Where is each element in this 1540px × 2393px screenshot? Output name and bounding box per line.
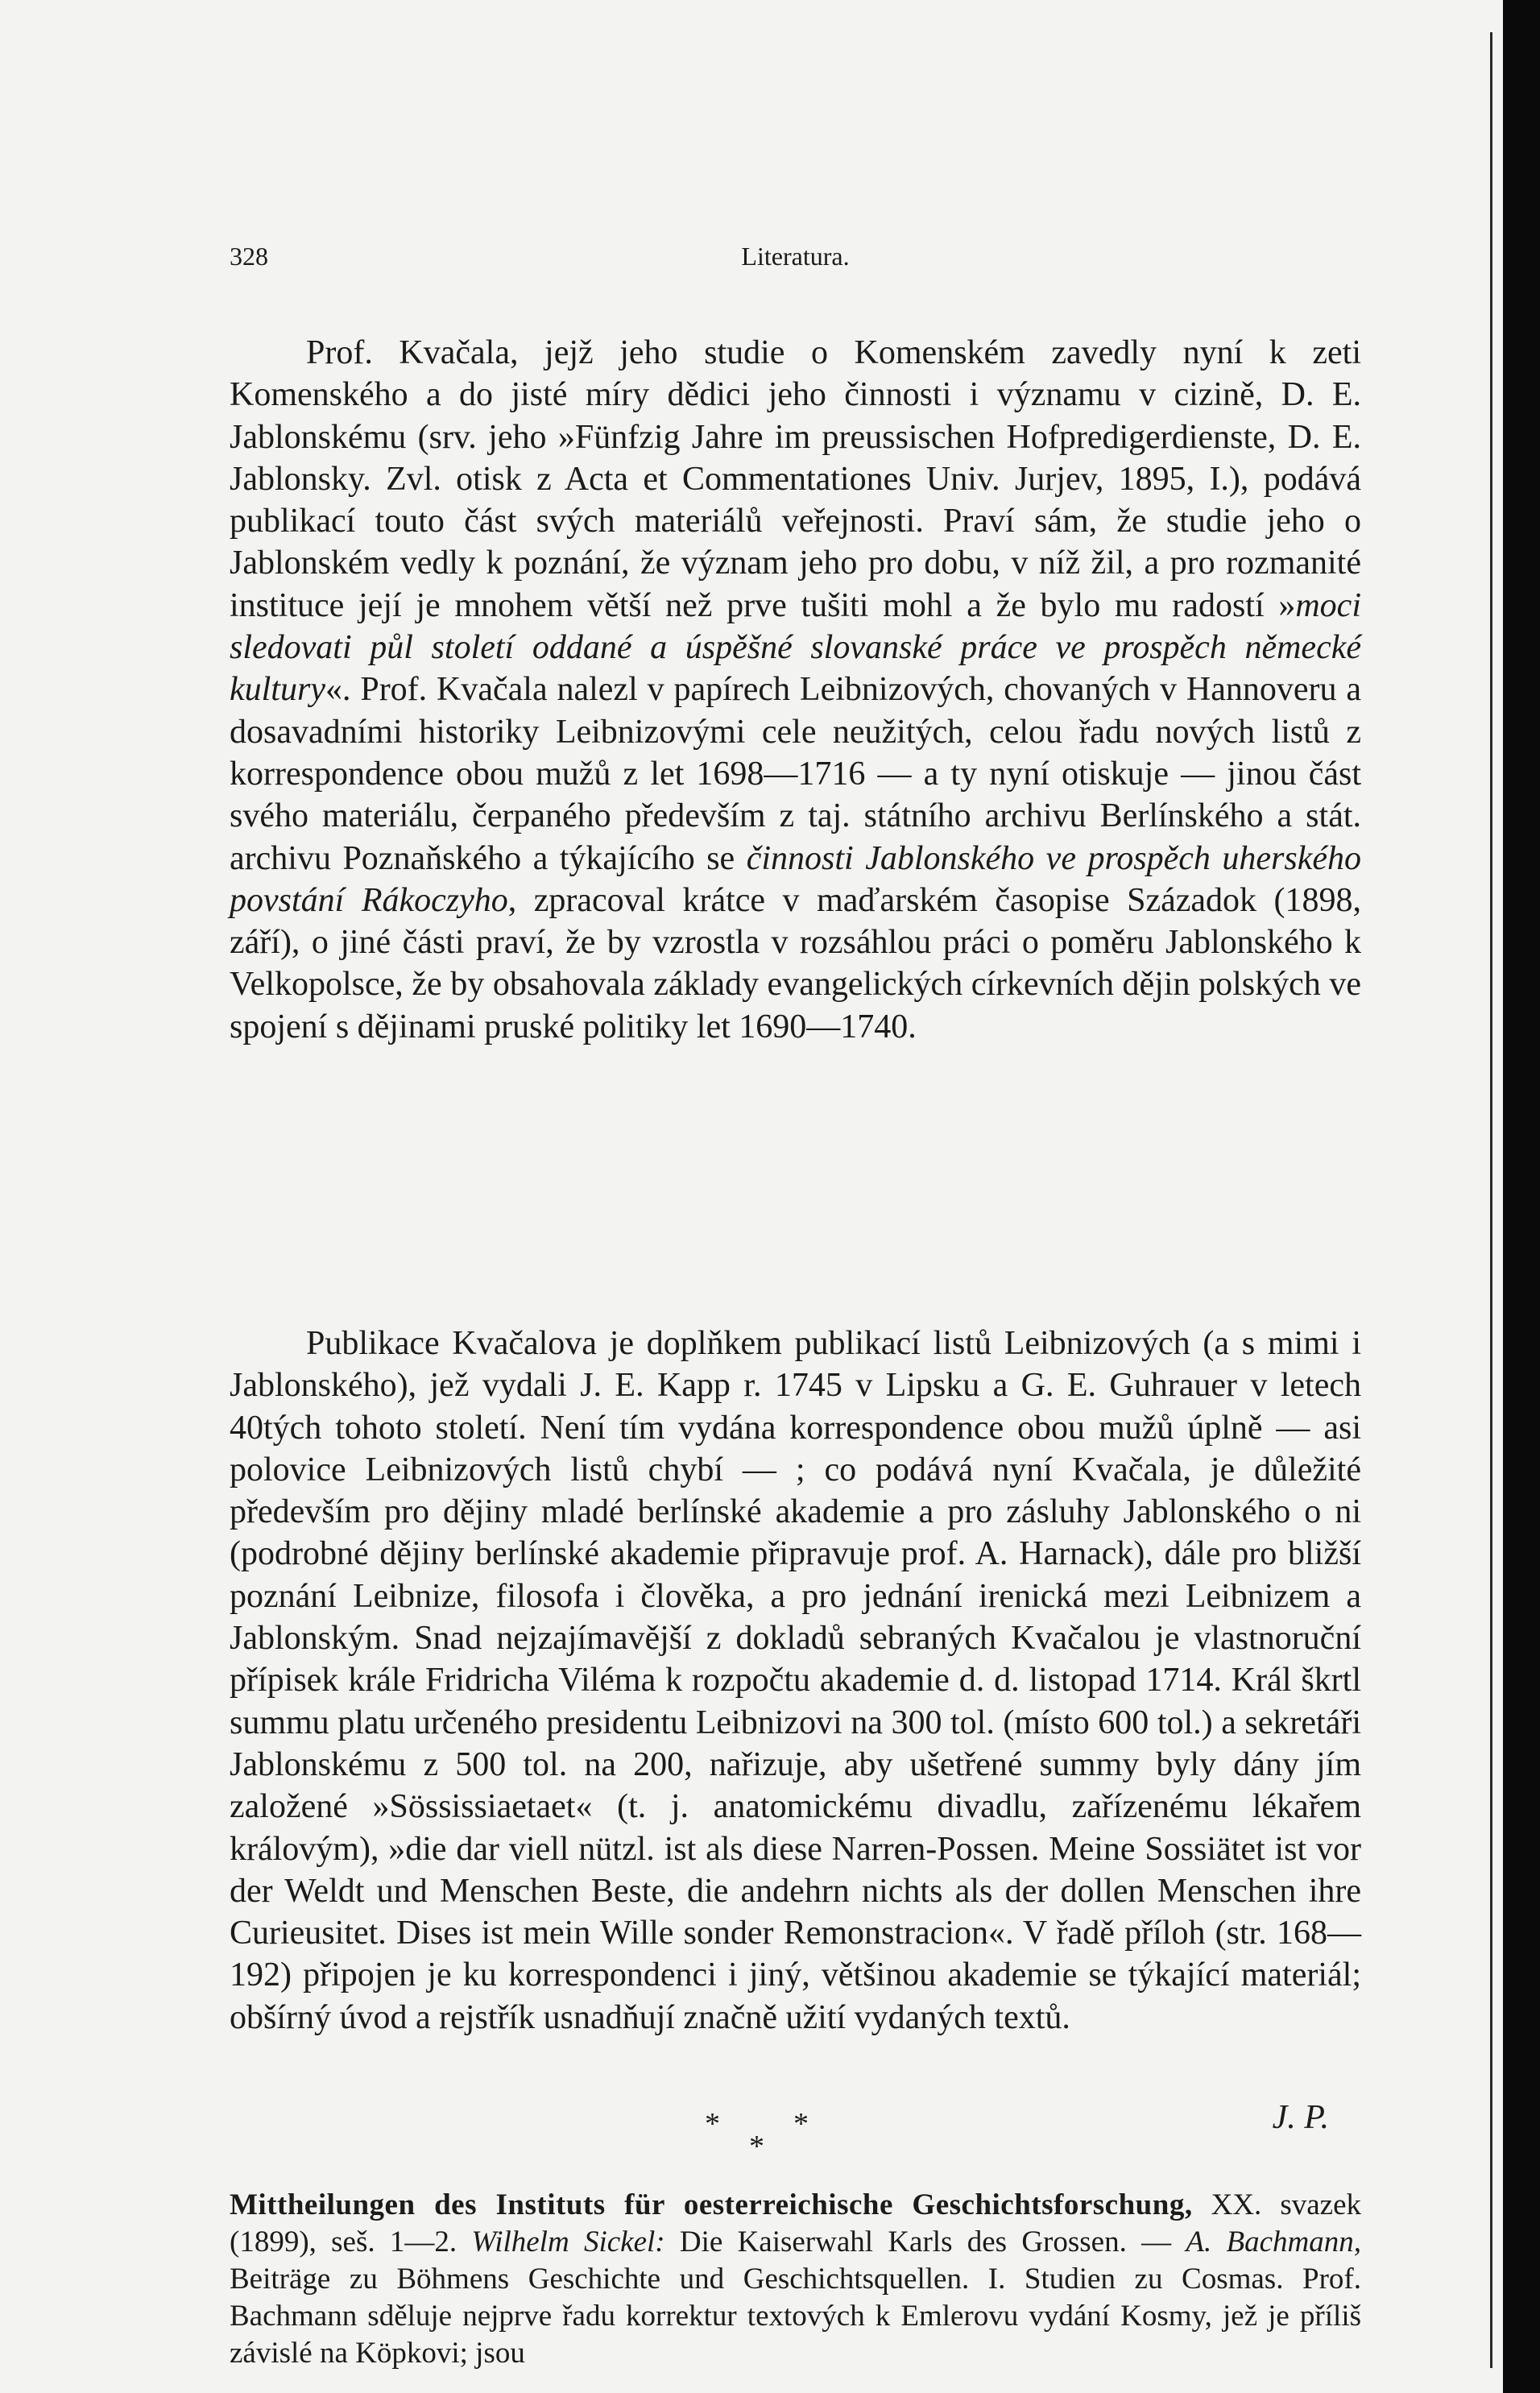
- paragraph-1-part-3: , zpracoval krátce v maďarském časopise Századok (1898, září), o jiné části praví, že by vzrostla v rozsáhlou práci o poměru Jablonského k Velkopolsce, že by obsahovala základy evangelických církevních dějin polských ve spojení s dějinami pruské politiky let 1690—1740.: [230, 881, 1361, 1045]
- journal-review: [230, 2187, 1361, 2372]
- paragraph-1-quote: moci sledovati půl století oddané a úspěšné slovanské práce ve prospěch německé kultury: [230, 586, 1361, 709]
- scan-edge: [1503, 0, 1540, 2393]
- page-number: 328: [230, 242, 268, 271]
- article-bachmann: Beiträge zu Böhmens Geschichte und Geschichtsquellen. I. Studien zu Cosmas. Prof. Bachmann sděluje nejprve řadu korrektur textových k Emlerovu vydání Kosmy, jež je příliš závislé na Köpkovi; jsou: [230, 2263, 1361, 2370]
- separator-star-left: *: [705, 2107, 720, 2141]
- paragraph-2: Publikace Kvačalova je doplňkem publikací listů Leibnizových (a s mimi i Jablonského), jež vydali J. E. Kapp r. 1745 v Lipsku a G. E. Guhrauer v letech 40tých tohoto století. Není tím vydána korrespondence obou mužů úplně — asi polovice Leibnizových listů chybí — ; co podává nyní Kvačala, je důležité především pro dějiny mladé berlínské akademie a pro zásluhy Jablonského o ni (podrobné dějiny berlínské akademie připravuje prof. A. Harnack), dále pro bližší poznání Leibnize, filosofa i člověka, a pro jednání irenická mezi Leibnizem a Jablonským. Snad nejzajímavější z dokladů sebraných Kvačalou je vlastnoruční přípisek krále Fridricha Viléma k rozpočtu akademie d. d. listopad 1714. Král škrtl summu platu určeného presidentu Leibnizovi na 300 tol. (místo 600 tol.) a sekretáři Jablonskému z 500 tol. na 200, nařizuje, aby ušetřené summy byly dány jím založené »Sössissiaetaet« (t. j. anatomickému divadlu, zařízenému lékařem královým), »die dar viell nützl. ist als diese Narren-Possen. Meine Sossiätet ist vor der Weldt und Menschen Beste, die andehrn nichts als der dollen Menschen ihre Curieusitet. Dises ist mein Wille sonder Remonstracion«. V řadě příloh (str. 168—192) připojen je ku korrespondenci i jiný, většinou akademie se týkající materiál; obšírný úvod a rejstřík usnadňují značně užití vydaných textů.: [230, 1325, 1361, 2036]
- scan-edge-line: [1490, 32, 1492, 2368]
- journal-volume: XX. svazek (1899), seš. 1—2.: [230, 2188, 1362, 2258]
- page-title: Literatura.: [741, 242, 850, 271]
- author-sickel: Wilhelm Sickel:: [471, 2225, 665, 2258]
- journal-title: Mittheilungen des Instituts für oesterreichische Geschichtsforschung,: [230, 2188, 1193, 2221]
- author-signature: J. P.: [1272, 2099, 1329, 2136]
- running-head: [230, 242, 1361, 290]
- separator-star-right: *: [793, 2107, 809, 2141]
- separator-star-bottom: *: [749, 2130, 764, 2163]
- paragraph-1: [230, 332, 1361, 1048]
- paragraph-1-part-2: «. Prof. Kvačala nalezl v papírech Leibnizových, chovaných v Hannoveru a dosavadními historiky Leibnizovými cele neužitých, celou řadu nových listů z korrespondence obou mužů z let 1698—1716 — a ty nyní otiskuje — jinou část svého materiálu, čerpaného především z taj. státního archivu Berlínského a stát. archivu Poznaňského a týkajícího se: [230, 671, 1361, 877]
- paragraph-1-italic-title: činnosti Jablonského ve prospěch uherského povstání Rákoczyho: [230, 839, 1362, 919]
- article-sickel: Die Kaiserwahl Karls des Grossen. —: [664, 2225, 1186, 2258]
- paragraph-1-part-1: Prof. Kvačala, jejž jeho studie o Komenském zavedly nyní k zeti Komenského a do jisté míry dědici jeho činnosti i významu v cizině, D. E. Jablonskému (srv. jeho »Fünfzig Jahre im preussischen Hofpredigerdienste, D. E. Jablonsky. Zvl. otisk z Acta et Commentationes Univ. Jurjev, 1895, I.), podává publikací touto část svých materiálů veřejnosti. Praví sám, že studie jeho o Jablonském vedly k poznání, že význam jeho pro dobu, v níž žil, a pro rozmanité instituce její je mnohem větší než prve tušiti mohl a že bylo mu radostí »: [230, 334, 1361, 624]
- author-bachmann: A. Bachmann,: [1186, 2225, 1361, 2258]
- section-separator: [230, 2106, 1361, 2179]
